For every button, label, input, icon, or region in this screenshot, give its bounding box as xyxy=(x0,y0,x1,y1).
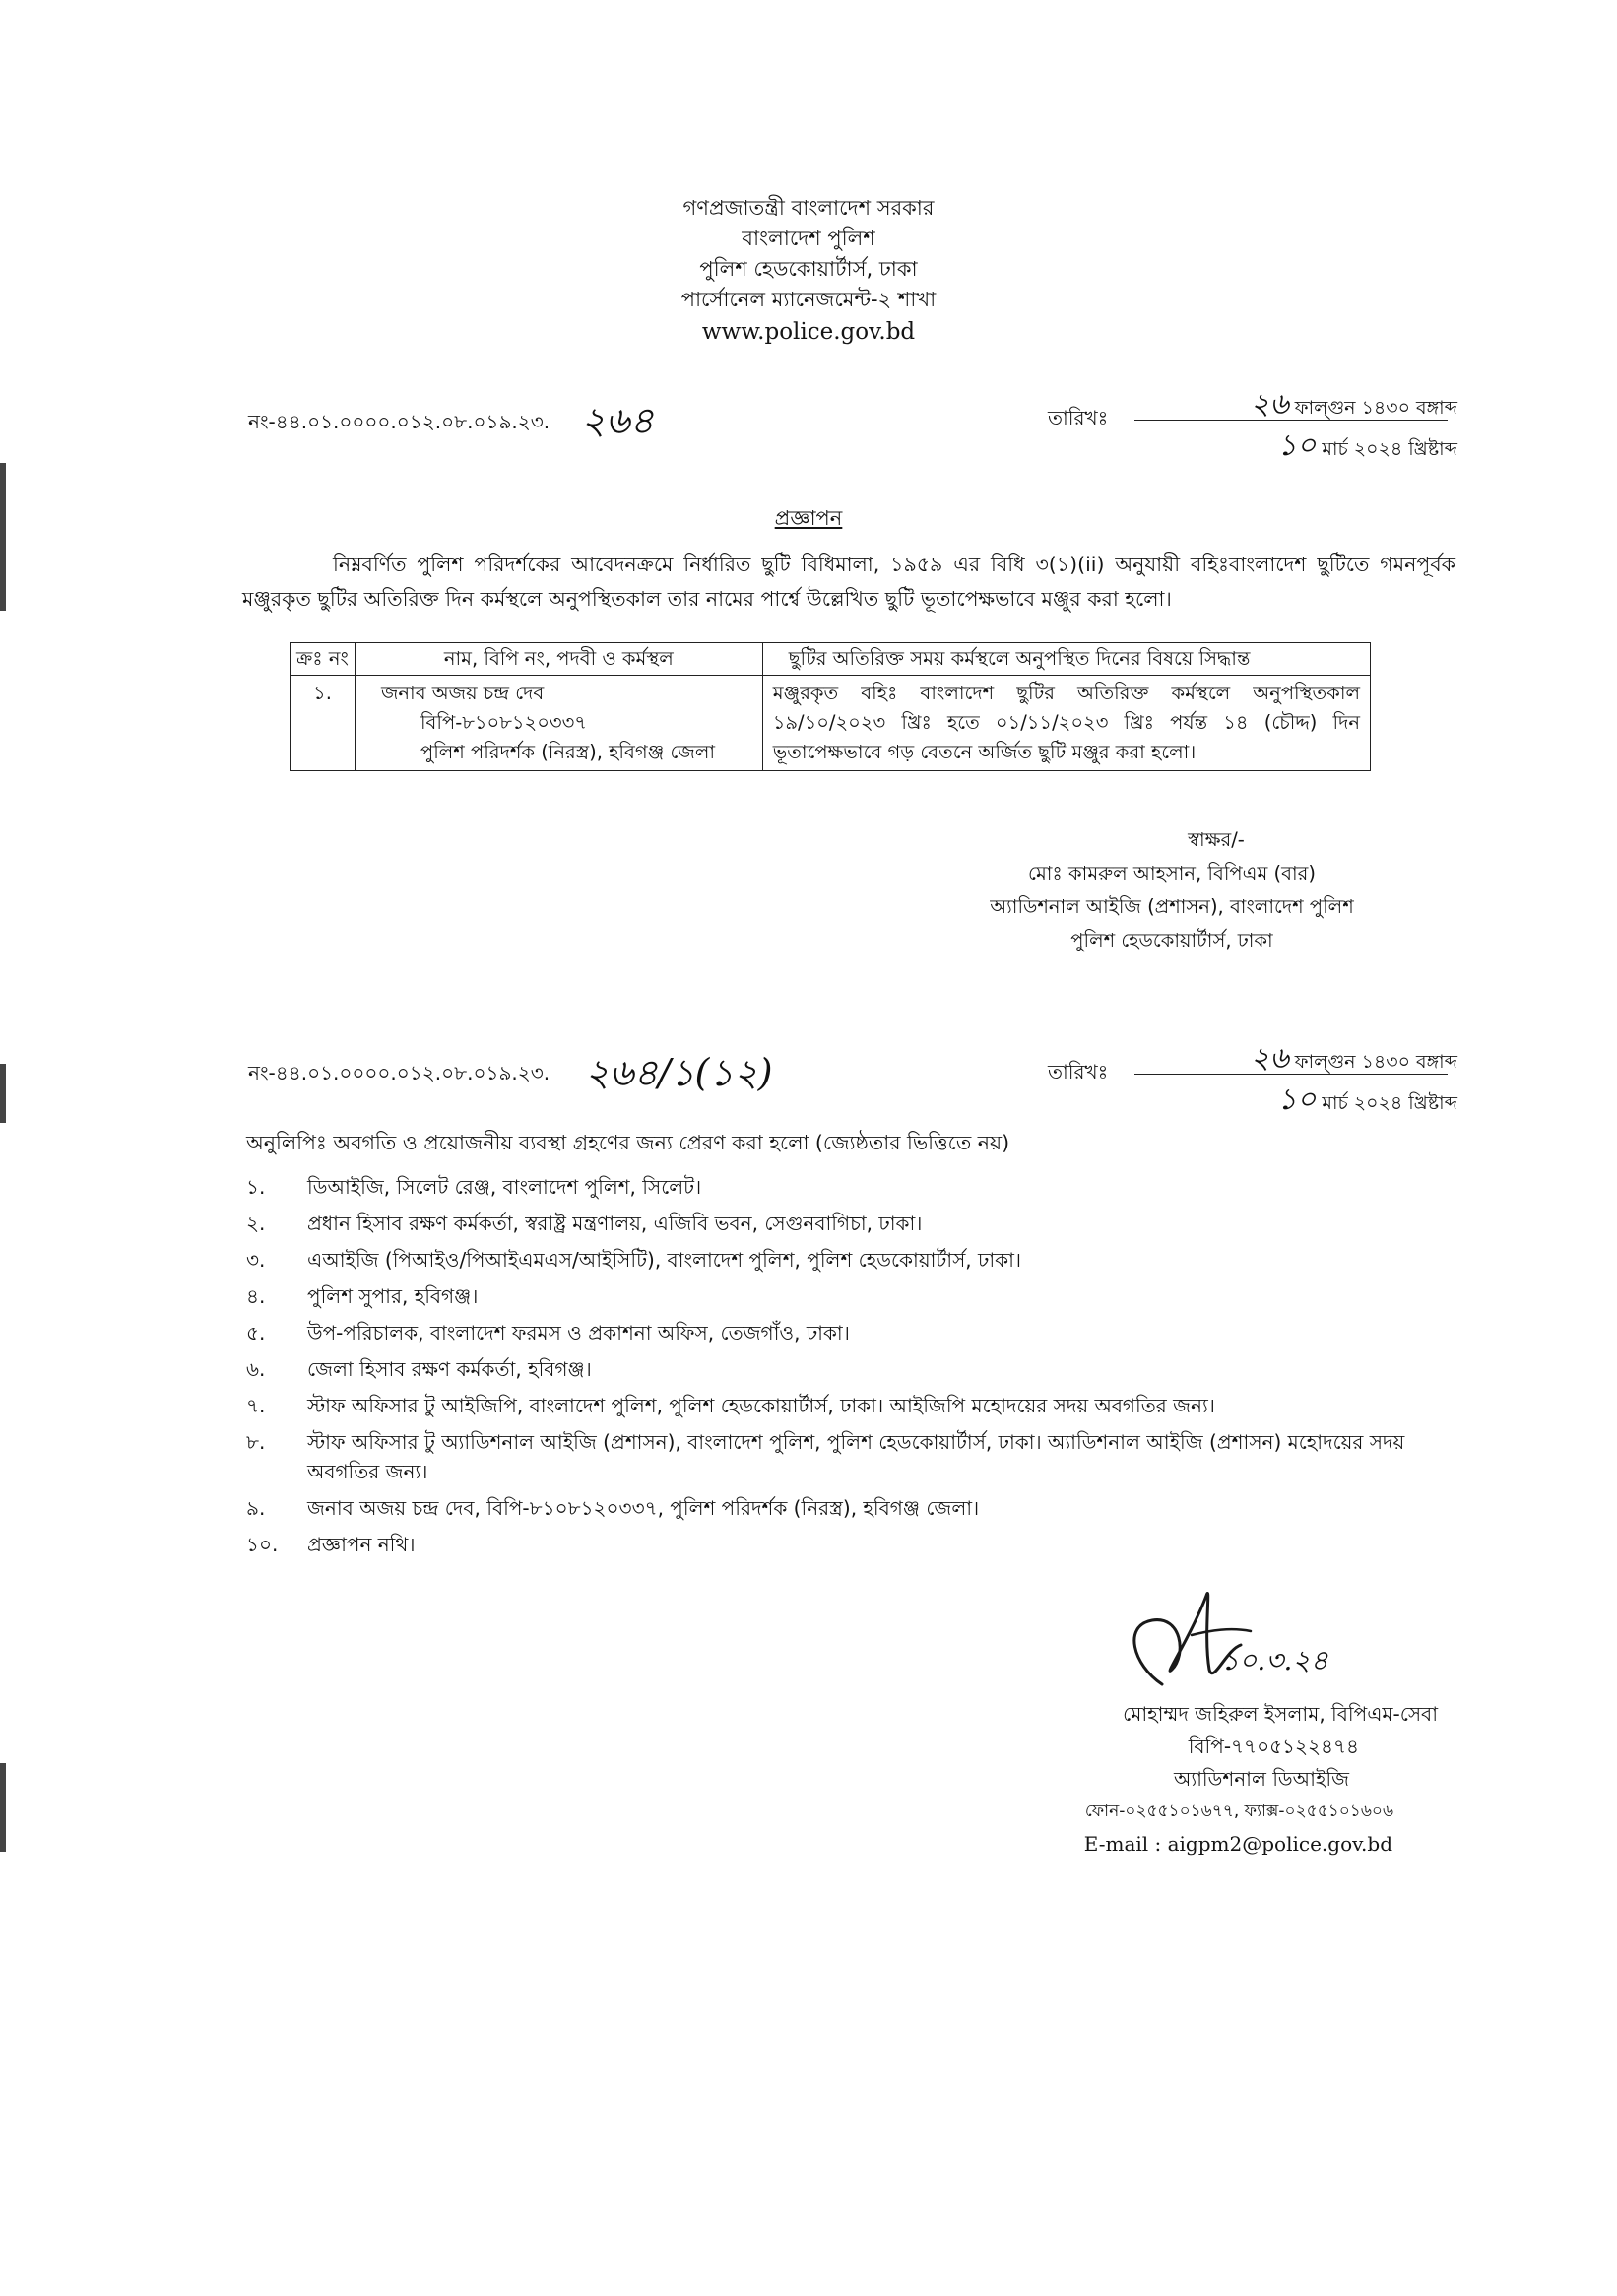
list-item xyxy=(246,1427,1457,1486)
office-name: পুলিশ হেডকোয়ার্টার্স, ঢাকা xyxy=(699,257,918,281)
signatory-designation: অ্যাডিশনাল আইজি (প্রশাসন), বাংলাদেশ পুলিশ xyxy=(990,895,1354,918)
cell-name xyxy=(355,676,762,771)
scan-edge-mark xyxy=(0,463,6,611)
header-decision: ছুটির অতিরিক্ত সময় কর্মস্থলে অনুপস্থিত দিনের বিষয়ে সিদ্ধান্ত xyxy=(762,643,1370,676)
list-item-number: ১. xyxy=(246,1175,266,1199)
list-item xyxy=(246,1493,1457,1523)
list-item xyxy=(246,1281,1457,1311)
cell-decision: মঞ্জুরকৃত বহিঃ বাংলাদেশ ছুটির অতিরিক্ত কর্মস্থলে অনুপস্থিতকাল ১৯/১০/২০২৩ খ্রিঃ হতে ০১/১১/২০২৩ খ্রিঃ পর্যন্ত ১৪ (চৌদ্দ) দিন ভূতাপেক্ষভাবে গড় বেতনে অর্জিত ছুটি মঞ্জুর করা হলো। xyxy=(762,676,1370,771)
date2-bengali-day: ২৬ xyxy=(1250,1041,1289,1076)
notice-body: নিম্নবর্ণিত পুলিশ পরিদর্শকের আবেদনক্রমে নির্ধারিত ছুটি বিধিমালা, ১৯৫৯ এর বিধি ৩(১)(ii) অনুযায়ী বহিঃবাংলাদেশ ছুটিতে গমনপূর্বক মঞ্জুরকৃত ছুটির অতিরিক্ত দিন কর্মস্থলে অনুপস্থিতকাল তার নামের পার্শ্বে উল্লেখিত ছুটি ভূতাপেক্ষভাবে মঞ্জুর করা হলো। xyxy=(242,553,1455,611)
list-item-number: ৯. xyxy=(246,1496,266,1520)
signed-mark: স্বাক্ষর/- xyxy=(1188,828,1245,851)
list-item-text: প্রজ্ঞাপন নথি। xyxy=(307,1533,416,1556)
list-item xyxy=(246,1354,1457,1384)
signatory2-designation: অ্যাডিশনাল ডিআইজি xyxy=(1174,1767,1349,1791)
list-item-number: ৫. xyxy=(246,1321,266,1345)
employee-bp: বিপি-৮১০৮১২০৩৩৭ xyxy=(420,711,587,734)
list-item-text: পুলিশ সুপার, হবিগঞ্জ। xyxy=(307,1284,479,1308)
date-english xyxy=(1132,422,1457,472)
list-item-text: জনাব অজয় চন্দ্র দেব, বিপি-৮১০৮১২০৩৩৭, পুলিশ পরিদর্শক (নিরস্ত্র), হবিগঞ্জ জেলা। xyxy=(307,1496,980,1520)
date2-english-rest: মার্চ ২০২৪ খ্রিষ্টাব্দ xyxy=(1322,1092,1457,1114)
notice-title: প্রজ্ঞাপন xyxy=(774,506,843,530)
signatory-name: মোঃ কামরুল আহসান, বিপিএম (বার) xyxy=(1028,862,1316,885)
scan-edge-mark xyxy=(0,1763,6,1852)
list-item-number: ৪. xyxy=(246,1284,266,1308)
list-item xyxy=(246,1209,1457,1238)
list-item-number: ১০. xyxy=(246,1533,279,1556)
leave-table xyxy=(290,642,1371,771)
letterhead xyxy=(0,193,1617,349)
memo-handwritten-number: ২৬৪ xyxy=(581,399,655,442)
website-link[interactable]: www.police.gov.bd xyxy=(701,319,916,345)
date-english-day: ১০ xyxy=(1277,428,1317,463)
branch-name: পার্সোনেল ম্যানেজমেন্ট-২ শাখা xyxy=(680,288,937,311)
signatory2-name: মোহাম্মদ জহিরুল ইসলাম, বিপিএম-সেবা xyxy=(1123,1702,1438,1726)
cell-serial: ১. xyxy=(291,676,356,771)
memo2-number: নং-৪৪.০১.০০০০.০১২.০৮.০১৯.২৩. xyxy=(248,1061,550,1084)
list-item xyxy=(246,1530,1457,1559)
date2-label: তারিখঃ xyxy=(1048,1060,1109,1083)
copy-list-title: অনুলিপিঃ অবগতি ও প্রয়োজনীয় ব্যবস্থা গ্রহণের জন্য প্রেরণ করা হলো (জ্যেষ্ঠতার ভিত্তিতে নয়) xyxy=(246,1131,1010,1154)
scan-edge-mark xyxy=(0,1064,6,1123)
list-item xyxy=(246,1172,1457,1202)
memo-number: নং-৪৪.০১.০০০০.০১২.০৮.০১৯.২৩. xyxy=(248,410,550,433)
memo2-handwritten-number: ২৬৪/১(১২) xyxy=(585,1051,773,1094)
date2-english-day: ১০ xyxy=(1277,1082,1317,1117)
employee-designation: পুলিশ পরিদর্শক (নিরস্ত্র), হবিগঞ্জ জেলা xyxy=(420,741,716,763)
list-item-number: ৮. xyxy=(246,1430,266,1454)
date-divider xyxy=(1134,420,1448,421)
signature-block-1 xyxy=(876,823,1467,957)
signatory2-phone: ফোন-০২৫৫১০১৬৭৭, ফ্যাক্স-০২৫৫১০১৬০৬ xyxy=(1084,1802,1393,1821)
date-bengali-day: ২৬ xyxy=(1250,387,1289,422)
org-name: বাংলাদেশ পুলিশ xyxy=(742,227,875,250)
signatory2-email[interactable]: E-mail : aigpm2@police.gov.bd xyxy=(1083,1832,1392,1856)
signatory2-bp: বিপি-৭৭০৫১২২৪৭৪ xyxy=(1188,1735,1359,1758)
signature-block-2 xyxy=(926,1698,1438,1861)
list-item-text: জেলা হিসাব রক্ষণ কর্মকর্তা, হবিগঞ্জ। xyxy=(307,1357,592,1381)
list-item-number: ৩. xyxy=(246,1248,266,1272)
header-name: নাম, বিপি নং, পদবী ও কর্মস্থল xyxy=(355,643,762,676)
list-item-text: স্টাফ অফিসার টু অ্যাডিশনাল আইজি (প্রশাসন), বাংলাদেশ পুলিশ, পুলিশ হেডকোয়ার্টার্স, ঢাকা। অ্যাডিশনাল আইজি (প্রশাসন) মহোদয়ের সদয় অবগতির জন্য। xyxy=(307,1430,1405,1483)
govt-name: গণপ্রজাতন্ত্রী বাংলাদেশ সরকার xyxy=(682,196,935,220)
list-item xyxy=(246,1245,1457,1275)
date2-divider xyxy=(1134,1074,1448,1075)
list-item-text: উপ-পরিচালক, বাংলাদেশ ফরমস ও প্রকাশনা অফিস, তেজগাঁও, ঢাকা। xyxy=(307,1321,850,1345)
copy-list xyxy=(246,1172,1457,1566)
signature-date: ১০.৩.২৪ xyxy=(1221,1644,1328,1676)
date-label: তারিখঃ xyxy=(1048,406,1109,429)
list-item xyxy=(246,1391,1457,1420)
table-row xyxy=(291,676,1371,771)
header-serial: ক্রঃ নং xyxy=(291,643,356,676)
list-item-number: ৬. xyxy=(246,1357,266,1381)
table-header-row xyxy=(291,643,1371,676)
list-item-text: এআইজি (পিআইও/পিআইএমএস/আইসিটি), বাংলাদেশ পুলিশ, পুলিশ হেডকোয়ার্টার্স, ঢাকা। xyxy=(307,1248,1022,1272)
list-item-number: ৭. xyxy=(246,1394,266,1417)
list-item-text: স্টাফ অফিসার টু আইজিপি, বাংলাদেশ পুলিশ, পুলিশ হেডকোয়ার্টার্স, ঢাকা। আইজিপি মহোদয়ের সদয় অবগতির জন্য। xyxy=(307,1394,1215,1417)
date-bengali-rest: ফাল্গুন ১৪৩০ বঙ্গাব্দ xyxy=(1294,397,1457,419)
date2-english xyxy=(1132,1076,1457,1126)
list-item-number: ২. xyxy=(246,1212,266,1235)
list-item-text: ডিআইজি, সিলেট রেঞ্জ, বাংলাদেশ পুলিশ, সিলেট। xyxy=(307,1175,702,1199)
list-item xyxy=(246,1318,1457,1347)
employee-name: জনাব অজয় চন্দ্র দেব xyxy=(380,682,545,704)
signatory-office: পুলিশ হেডকোয়ার্টার্স, ঢাকা xyxy=(1070,929,1273,951)
date-english-rest: মার্চ ২০২৪ খ্রিষ্টাব্দ xyxy=(1322,438,1457,460)
date2-bengali-rest: ফাল্গুন ১৪৩০ বঙ্গাব্দ xyxy=(1294,1051,1457,1073)
list-item-text: প্রধান হিসাব রক্ষণ কর্মকর্তা, স্বরাষ্ট্র মন্ত্রণালয়, এজিবি ভবন, সেগুনবাগিচা, ঢাকা। xyxy=(307,1212,923,1235)
